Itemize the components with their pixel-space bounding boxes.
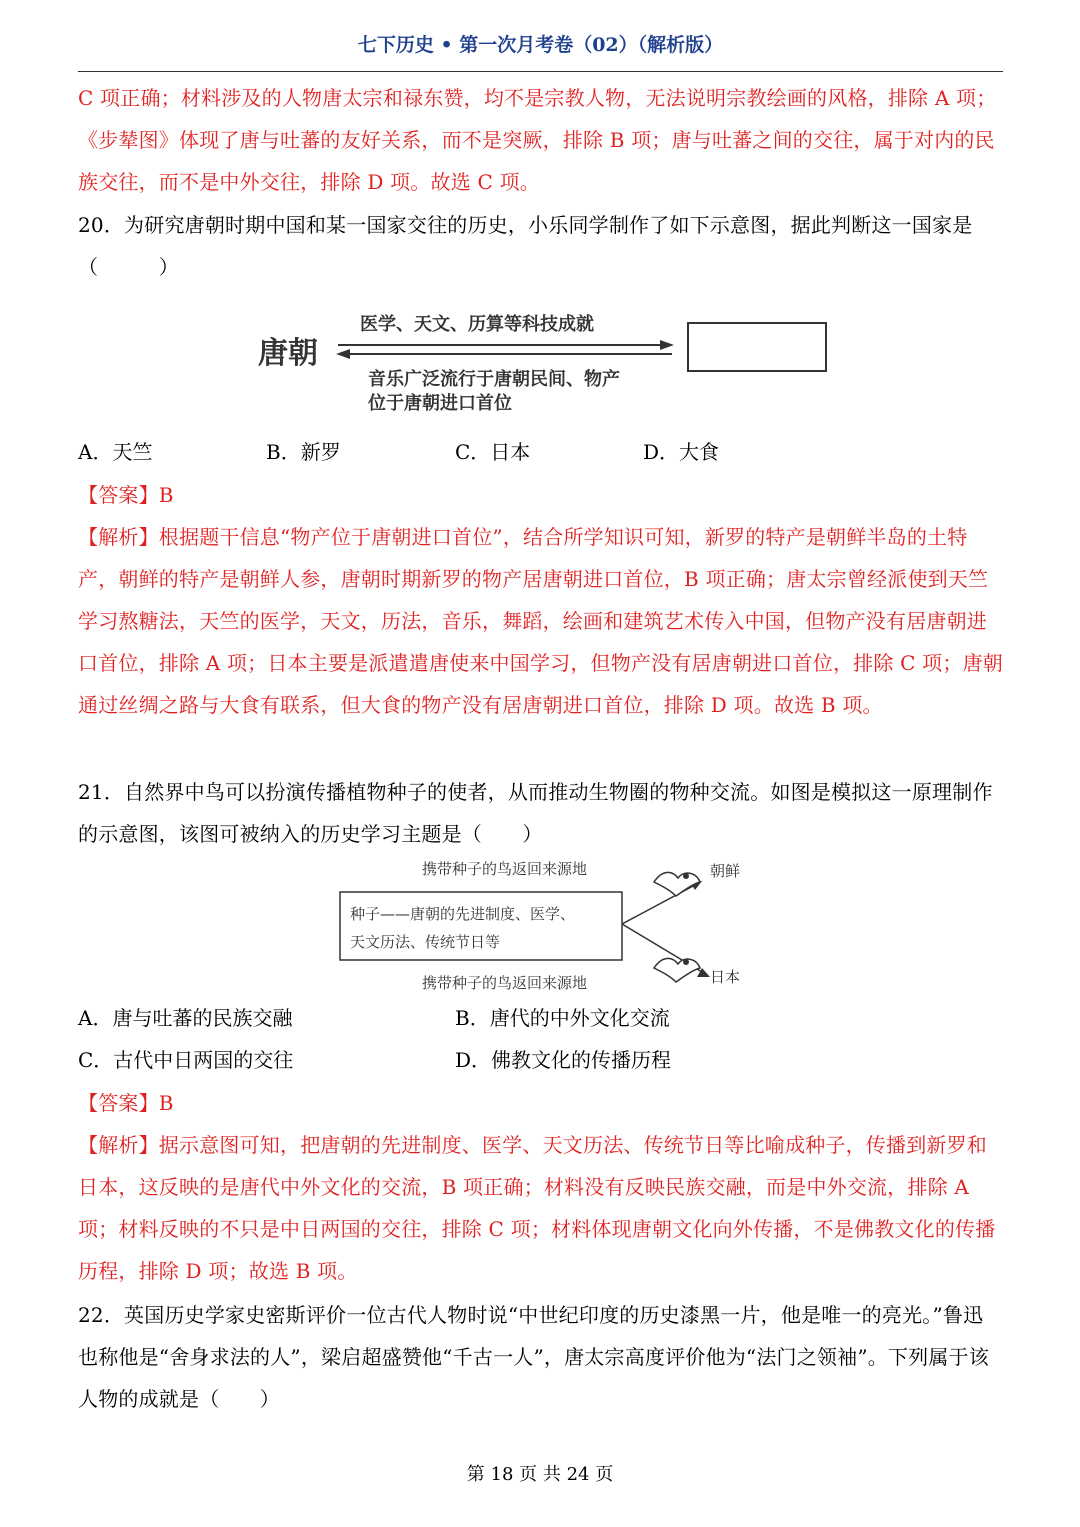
q20-arrowhead-left <box>336 349 350 359</box>
q20-stem: 20．为研究唐朝时期中国和某一国家交往的历史，小乐同学制作了如下示意图，据此判断这一国家是（ ） <box>78 213 973 279</box>
q20-bottom-line2: 位于唐朝进口首位 <box>368 393 512 414</box>
q21-box-line1: 种子——唐朝的先进制度、医学、 <box>350 905 576 923</box>
q21-option-b: B．唐代的中外文化交流 <box>455 1006 670 1030</box>
q21-top-caption: 携带种子的鸟返回来源地 <box>422 860 588 878</box>
bird-icon-bottom <box>654 958 700 982</box>
header-rule <box>78 71 1003 72</box>
q21-dest-japan: 日本 <box>710 968 741 986</box>
q21-stem: 21．自然界中鸟可以扮演传播植物种子的使者，从而推动生物圈的物种交流。如图是模拟这一原理制作的示意图，该图可被纳入的历史学习主题是（ ） <box>78 780 993 846</box>
q21-answer: 【答案】B <box>78 1091 174 1115</box>
q22-stem: 22．英国历史学家史密斯评价一位古代人物时说“中世纪印度的历史漆黑一片，他是唯一的亮光。”鲁迅也称他是“舍身求法的人”，梁启超盛赞他“千古一人”，唐太宗高度评价他为“法门之领袖”。下列属于该人物的成就是（ ） <box>78 1303 989 1411</box>
q20-arrowhead-right <box>660 340 674 350</box>
prev-explanation: C 项正确；材料涉及的人物唐太宗和禄东赞，均不是宗教人物，无法说明宗教绘画的风格，排除 A 项；《步辇图》体现了唐与吐蕃的友好关系，而不是突厥，排除 B 项；唐与吐蕃之间的交往，属于对内的民族交往，而不是中外交往，排除 D 项。故选 C 项。 <box>78 86 997 194</box>
q20-option-d: D．大食 <box>643 440 720 464</box>
q21-option-d: D．佛教文化的传播历程 <box>455 1048 672 1072</box>
q20-bottom-line1: 音乐广泛流行于唐朝民间、物产 <box>368 369 620 390</box>
bird-icon-top <box>654 872 700 896</box>
q20-answer: 【答案】B <box>78 483 174 507</box>
q20-option-c: C．日本 <box>455 440 531 464</box>
q20-top-text: 医学、天文、历算等科技成就 <box>360 314 594 335</box>
q21-box-line2: 天文历法、传统节日等 <box>350 933 501 951</box>
q21-analysis: 【解析】据示意图可知，把唐朝的先进制度、医学、天文历法、传统节日等比喻成种子，传播到新罗和日本，这反映的是唐代中外文化的交流，B 项正确；材料没有反映民族交融，而是中外交流，排除 A 项；材料反映的不只是中日两国的交往，排除 C 项；材料体现唐朝文化向外传播，不是佛教文化的传播历程，排除 D 项；故选 B 项。 <box>78 1133 996 1283</box>
q21-diagram <box>330 852 755 997</box>
q20-analysis: 【解析】根据题干信息“物产位于唐朝进口首位”，结合所学知识可知，新罗的特产是朝鲜半岛的土特产，朝鲜的特产是朝鲜人参，唐朝时期新罗的物产居唐朝进口首位，B 项正确；唐太宗曾经派使到天竺学习熬糖法，天竺的医学，天文，历法，音乐，舞蹈，绘画和建筑艺术传入中国，但物产没有居唐朝进口首位，排除 A 项；日本主要是派遣遣唐使来中国学习，但物产没有居唐朝进口首位，排除 C 项；唐朝通过丝绸之路与大食有联系，但大食的物产没有居唐朝进口首位，排除 D 项。故选 B 项。 <box>78 525 1003 717</box>
q21-bottom-caption: 携带种子的鸟返回来源地 <box>422 974 588 992</box>
q20-blank-box <box>688 323 826 371</box>
q20-option-b: B．新罗 <box>266 440 341 464</box>
q21-dest-korea: 朝鲜 <box>710 862 741 880</box>
q20-option-a: A．天竺 <box>78 440 153 464</box>
q21-option-a: A．唐与吐蕃的民族交融 <box>78 1006 293 1030</box>
q20-diagram <box>250 305 840 420</box>
q21-option-c: C．古代中日两国的交往 <box>78 1048 294 1072</box>
page-header-title: 七下历史 • 第一次月考卷（02）（解析版） <box>357 34 724 56</box>
page-footer: 第 18 页 共 24 页 <box>466 1464 614 1485</box>
q20-left-label: 唐朝 <box>258 336 318 371</box>
